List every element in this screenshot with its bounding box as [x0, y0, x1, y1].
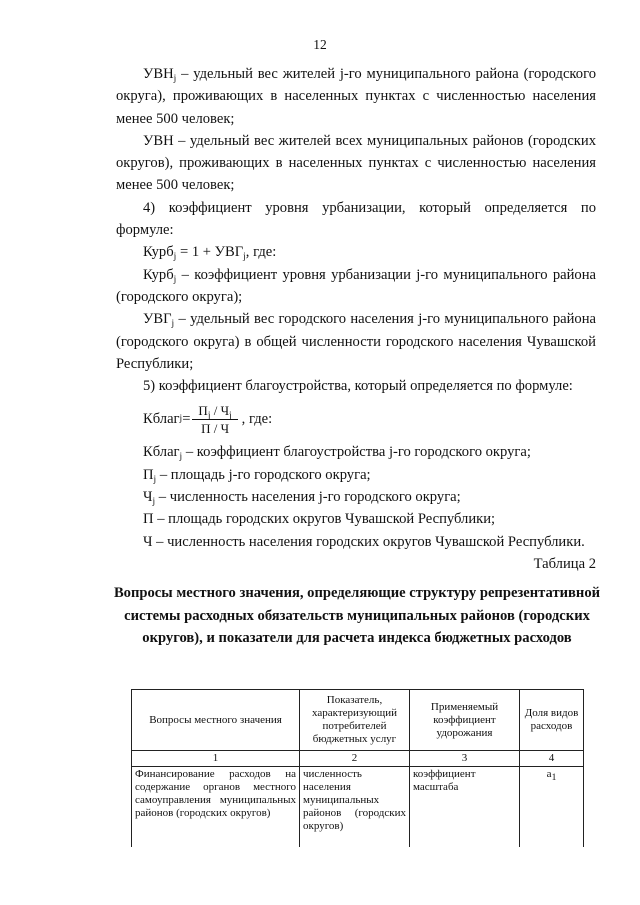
paragraph-urbanization-coefficient: 4) коэффициент уровня урбанизации, который определяется по формуле: [116, 199, 596, 239]
header-coefficient: Применяемый коэффициент удорожания [410, 690, 520, 751]
table-header-row [132, 690, 584, 751]
formula-kblag: Кблаг j = $\frac{П_j / Ч_j}{П / Ч}$ , где: [143, 402, 273, 436]
index-cell: 4 [520, 751, 584, 767]
table-row [132, 767, 584, 848]
page-number: 12 [313, 37, 327, 52]
paragraph-population-total: Ч – численность населения городских округов Чувашской Республики. [143, 533, 585, 550]
fraction-denominator: П / Ч [201, 420, 230, 436]
table-index-row [132, 751, 584, 767]
paragraph-improvement-coefficient: 5) коэффициент благоустройства, который определяется по формуле: [143, 378, 573, 395]
paragraph-uvn: УВН – удельный вес жителей всех муниципальных районов (городских округов), проживающих в населенных пунктах с численностью населения менее 500 человек; [116, 132, 596, 194]
formula-kurb: Курб$_j$ = $1 + УВГ_j$, где: [143, 244, 277, 263]
cell-indicator: численность населения муниципальных районов (городских округов) [300, 767, 410, 848]
cell-coefficient: коэффициент масштаба [410, 767, 520, 848]
document-body [116, 63, 596, 575]
table-label: Таблица 2 [533, 555, 596, 572]
fraction-numerator: $П_j / Ч_j$ [192, 402, 237, 420]
formula-fraction [192, 402, 237, 437]
header-indicator: Показатель, характеризующий потребителей бюджетных услуг [300, 690, 410, 751]
cell-share: $a_1$ [520, 767, 584, 848]
paragraph-uvn-j: $УВН_j$ – удельный вес жителей j-го муниципального района (городского округа), проживающих в населенных пунктах с численностью населения менее 500 человек; [116, 66, 596, 127]
index-cell: 1 [132, 751, 300, 767]
header-local-issues: Вопросы местного значения [132, 690, 300, 751]
paragraph-area-total: П – площадь городских округов Чувашской Республики; [143, 511, 496, 528]
paragraph-kblag-definition: Кблаг$_j$ – коэффициент благоустройства j-го городского округа; [143, 444, 531, 463]
cell-local-issue: Финансирование расходов на содержание органов местного самоуправления муниципальных районов (городских округов) [132, 767, 300, 848]
index-cell: 2 [300, 751, 410, 767]
paragraph-area-j: $П_j$ – площадь j-го городского округа; [143, 466, 371, 485]
expense-table [131, 689, 584, 847]
paragraph-uvg-definition: $УВГ_j$ – удельный вес городского населения j-го муниципального района (городского округа) в общей численности городского населения Чувашской Республики; [116, 311, 596, 372]
paragraph-population-j: $Ч_j$ – численность населения j-го городского округа; [143, 489, 461, 508]
index-cell: 3 [410, 751, 520, 767]
paragraph-kurb-definition: Курб$_j$ – коэффициент уровня урбанизации j-го муниципального района (городского округа); [116, 266, 596, 305]
header-share: Доля видов расходов [520, 690, 584, 751]
table-heading: Вопросы местного значения, определяющие структуру репрезентативной системы расходных обязательств муниципальных районов (городских округов), и показатели для расчета индекса бюджетных расходов [113, 585, 601, 646]
